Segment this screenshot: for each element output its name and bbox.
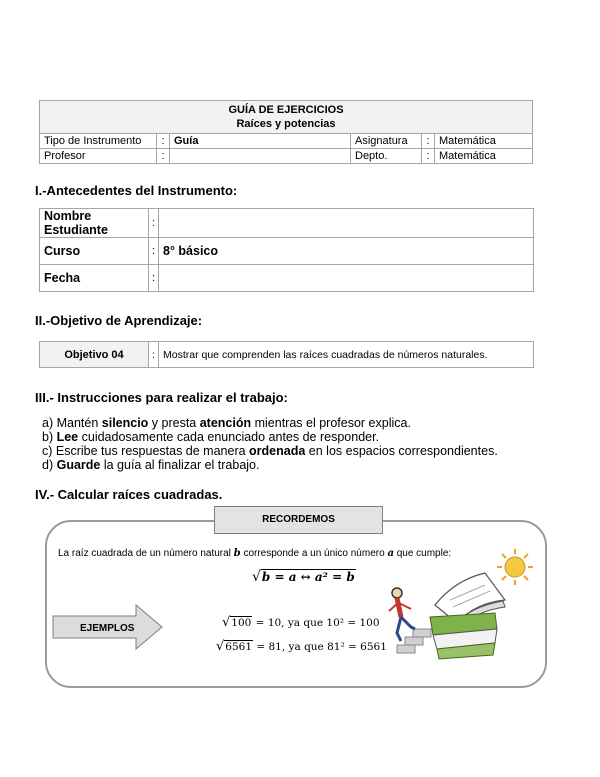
student-table [39,208,534,292]
section-4-title: IV.- Calcular raíces cuadradas. [35,487,223,502]
definition-text: La raíz cuadrada de un número natural b corresponde a un único número a que cumple: [58,548,452,559]
teacher-label: Profesor [40,149,157,164]
colon: : [149,209,159,238]
instruction-item: a) Mantén silencio y presta atención mientras el profesor explica. [42,416,411,430]
student-name-label: Nombre Estudiante [40,209,149,238]
course-label: Curso [40,238,149,265]
subject-value: Matemática [435,134,533,149]
colon: : [149,342,159,368]
section-3-title: III.- Instrucciones para realizar el trabajo: [35,390,288,405]
colon: : [422,149,435,164]
course-value: 8° básico [159,238,534,265]
instrument-type-value: Guía [170,134,351,149]
department-value: Matemática [435,149,533,164]
colon: : [149,238,159,265]
examples-label: EJEMPLOS [80,623,135,634]
instrument-type-label: Tipo de Instrumento [40,134,157,149]
guide-title: GUÍA DE EJERCICIOS [228,104,344,116]
colon: : [157,149,170,164]
header-table [39,100,533,164]
books-stack-icon [430,613,497,659]
sun-icon [497,549,533,585]
objective-label: Objetivo 04 [40,342,149,368]
example-2: √6561 = 81, ya que 81² = 6561 [216,639,387,654]
guide-subtitle: Raíces y potencias [236,118,336,130]
instruction-item: b) Lee cuidadosamente cada enunciado antes de responder. [42,430,380,444]
formula-text: b = a ↔ a² = b [261,570,355,584]
section-2-title: II.-Objetivo de Aprendizaje: [35,313,203,328]
colon: : [157,134,170,149]
teacher-value[interactable] [170,149,351,164]
climbing-books-illustration [375,545,540,663]
header-title-cell [40,101,533,134]
date-field[interactable] [159,265,534,292]
recordemos-label: RECORDEMOS [214,506,383,534]
objective-text: Mostrar que comprenden las raíces cuadradas de números naturales. [159,342,534,368]
section-1-title: I.-Antecedentes del Instrumento: [35,183,238,198]
instruction-item: c) Escribe tus respuestas de manera ordenada en los espacios correspondientes. [42,444,498,458]
instructions-list [42,416,498,472]
formula: √b = a ↔ a² = b [252,569,355,585]
department-label: Depto. [351,149,422,164]
colon: : [149,265,159,292]
student-name-field[interactable] [159,209,534,238]
instruction-item: d) Guarde la guía al finalizar el trabajo. [42,458,260,472]
date-label: Fecha [40,265,149,292]
objective-table [39,341,534,368]
boy-climbing-icon [389,588,415,641]
steps-icon [397,629,431,653]
example-1: √100 = 10, ya que 10² = 100 [222,615,380,630]
subject-label: Asignatura [351,134,422,149]
colon: : [422,134,435,149]
